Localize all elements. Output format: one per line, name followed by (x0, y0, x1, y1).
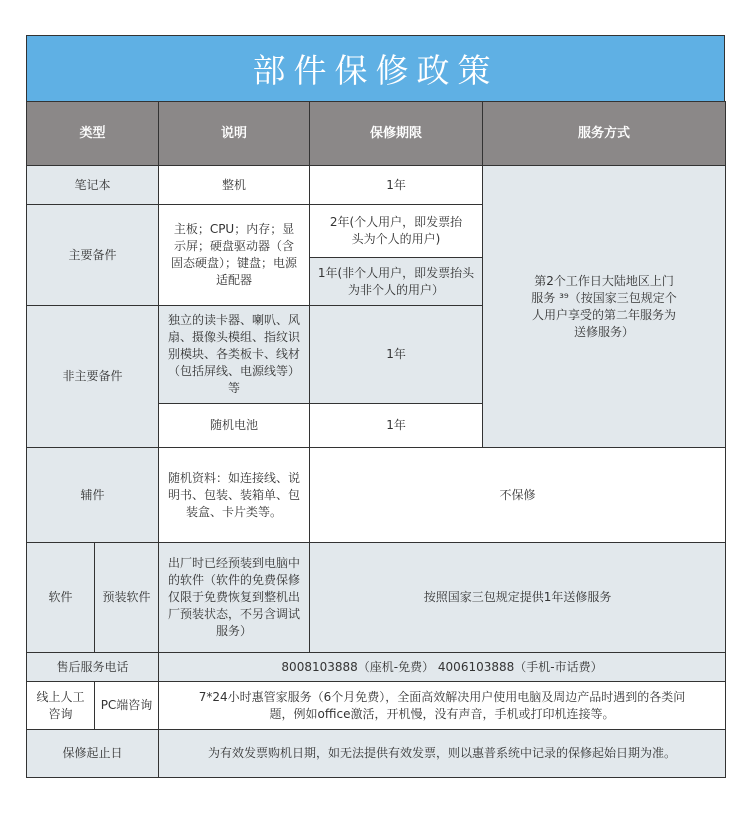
battery-desc: 随机电池 (159, 404, 310, 448)
minor-desc: 独立的读卡器、喇叭、风扇、摄像头模组、指纹识别模块、各类板卡、线材（包括屏线、电源线等）等 (159, 306, 310, 404)
page-title: 部件保修政策 (26, 35, 725, 101)
software-type: 软件 (27, 543, 95, 653)
table-row (27, 543, 726, 653)
accessory-desc: 随机资料：如连接线、说明书、包装、装箱单、包装盒、卡片类等。 (159, 448, 310, 543)
warranty-policy-sheet (26, 35, 725, 778)
table-row (27, 653, 726, 682)
service-mode: 第2个工作日大陆地区上门服务 ³⁹（按国家三包规定个人用户享受的第二年服务为送修服务） (483, 166, 726, 448)
header-row (27, 102, 726, 166)
online-value: 7*24小时惠管家服务（6个月免费），全面高效解决用户使用电脑及周边产品时遇到的各类问题，例如office激活，开机慢，没有声音，手机或打印机连接等。 (159, 682, 726, 730)
battery-period: 1年 (310, 404, 483, 448)
header-type: 类型 (27, 102, 159, 166)
warranty-table (26, 101, 726, 778)
start-date-label: 保修起止日 (27, 730, 159, 778)
software-policy: 按照国家三包规定提供1年送修服务 (310, 543, 726, 653)
header-period: 保修期限 (310, 102, 483, 166)
table-row (27, 682, 726, 730)
header-service: 服务方式 (483, 102, 726, 166)
online-sublabel: PC端咨询 (95, 682, 159, 730)
accessory-policy: 不保修 (310, 448, 726, 543)
table-row (27, 448, 726, 543)
accessory-type: 辅件 (27, 448, 159, 543)
notebook-type: 笔记本 (27, 166, 159, 205)
hotline-label: 售后服务电话 (27, 653, 159, 682)
table-row (27, 730, 726, 778)
hotline-value: 8008103888（座机-免费） 4006103888（手机-市话费） (159, 653, 726, 682)
software-desc: 出厂时已经预装到电脑中的软件（软件的免费保修仅限于免费恢复到整机出厂预装状态，不另含调试服务） (159, 543, 310, 653)
major-period-business: 1年(非个人用户，即发票抬头为非个人的用户） (310, 258, 483, 306)
notebook-desc: 整机 (159, 166, 310, 205)
major-type: 主要备件 (27, 205, 159, 306)
minor-type: 非主要备件 (27, 306, 159, 448)
major-period-personal: 2年(个人用户，即发票抬头为个人的用户) (310, 205, 483, 258)
online-label: 线上人工咨询 (27, 682, 95, 730)
header-desc: 说明 (159, 102, 310, 166)
table-row (27, 166, 726, 205)
major-desc: 主板；CPU；内存；显示屏；硬盘驱动器（含固态硬盘）；键盘；电源适配器 (159, 205, 310, 306)
minor-period: 1年 (310, 306, 483, 404)
software-subtype: 预装软件 (95, 543, 159, 653)
notebook-period: 1年 (310, 166, 483, 205)
start-date-value: 为有效发票购机日期，如无法提供有效发票，则以惠普系统中记录的保修起始日期为准。 (159, 730, 726, 778)
